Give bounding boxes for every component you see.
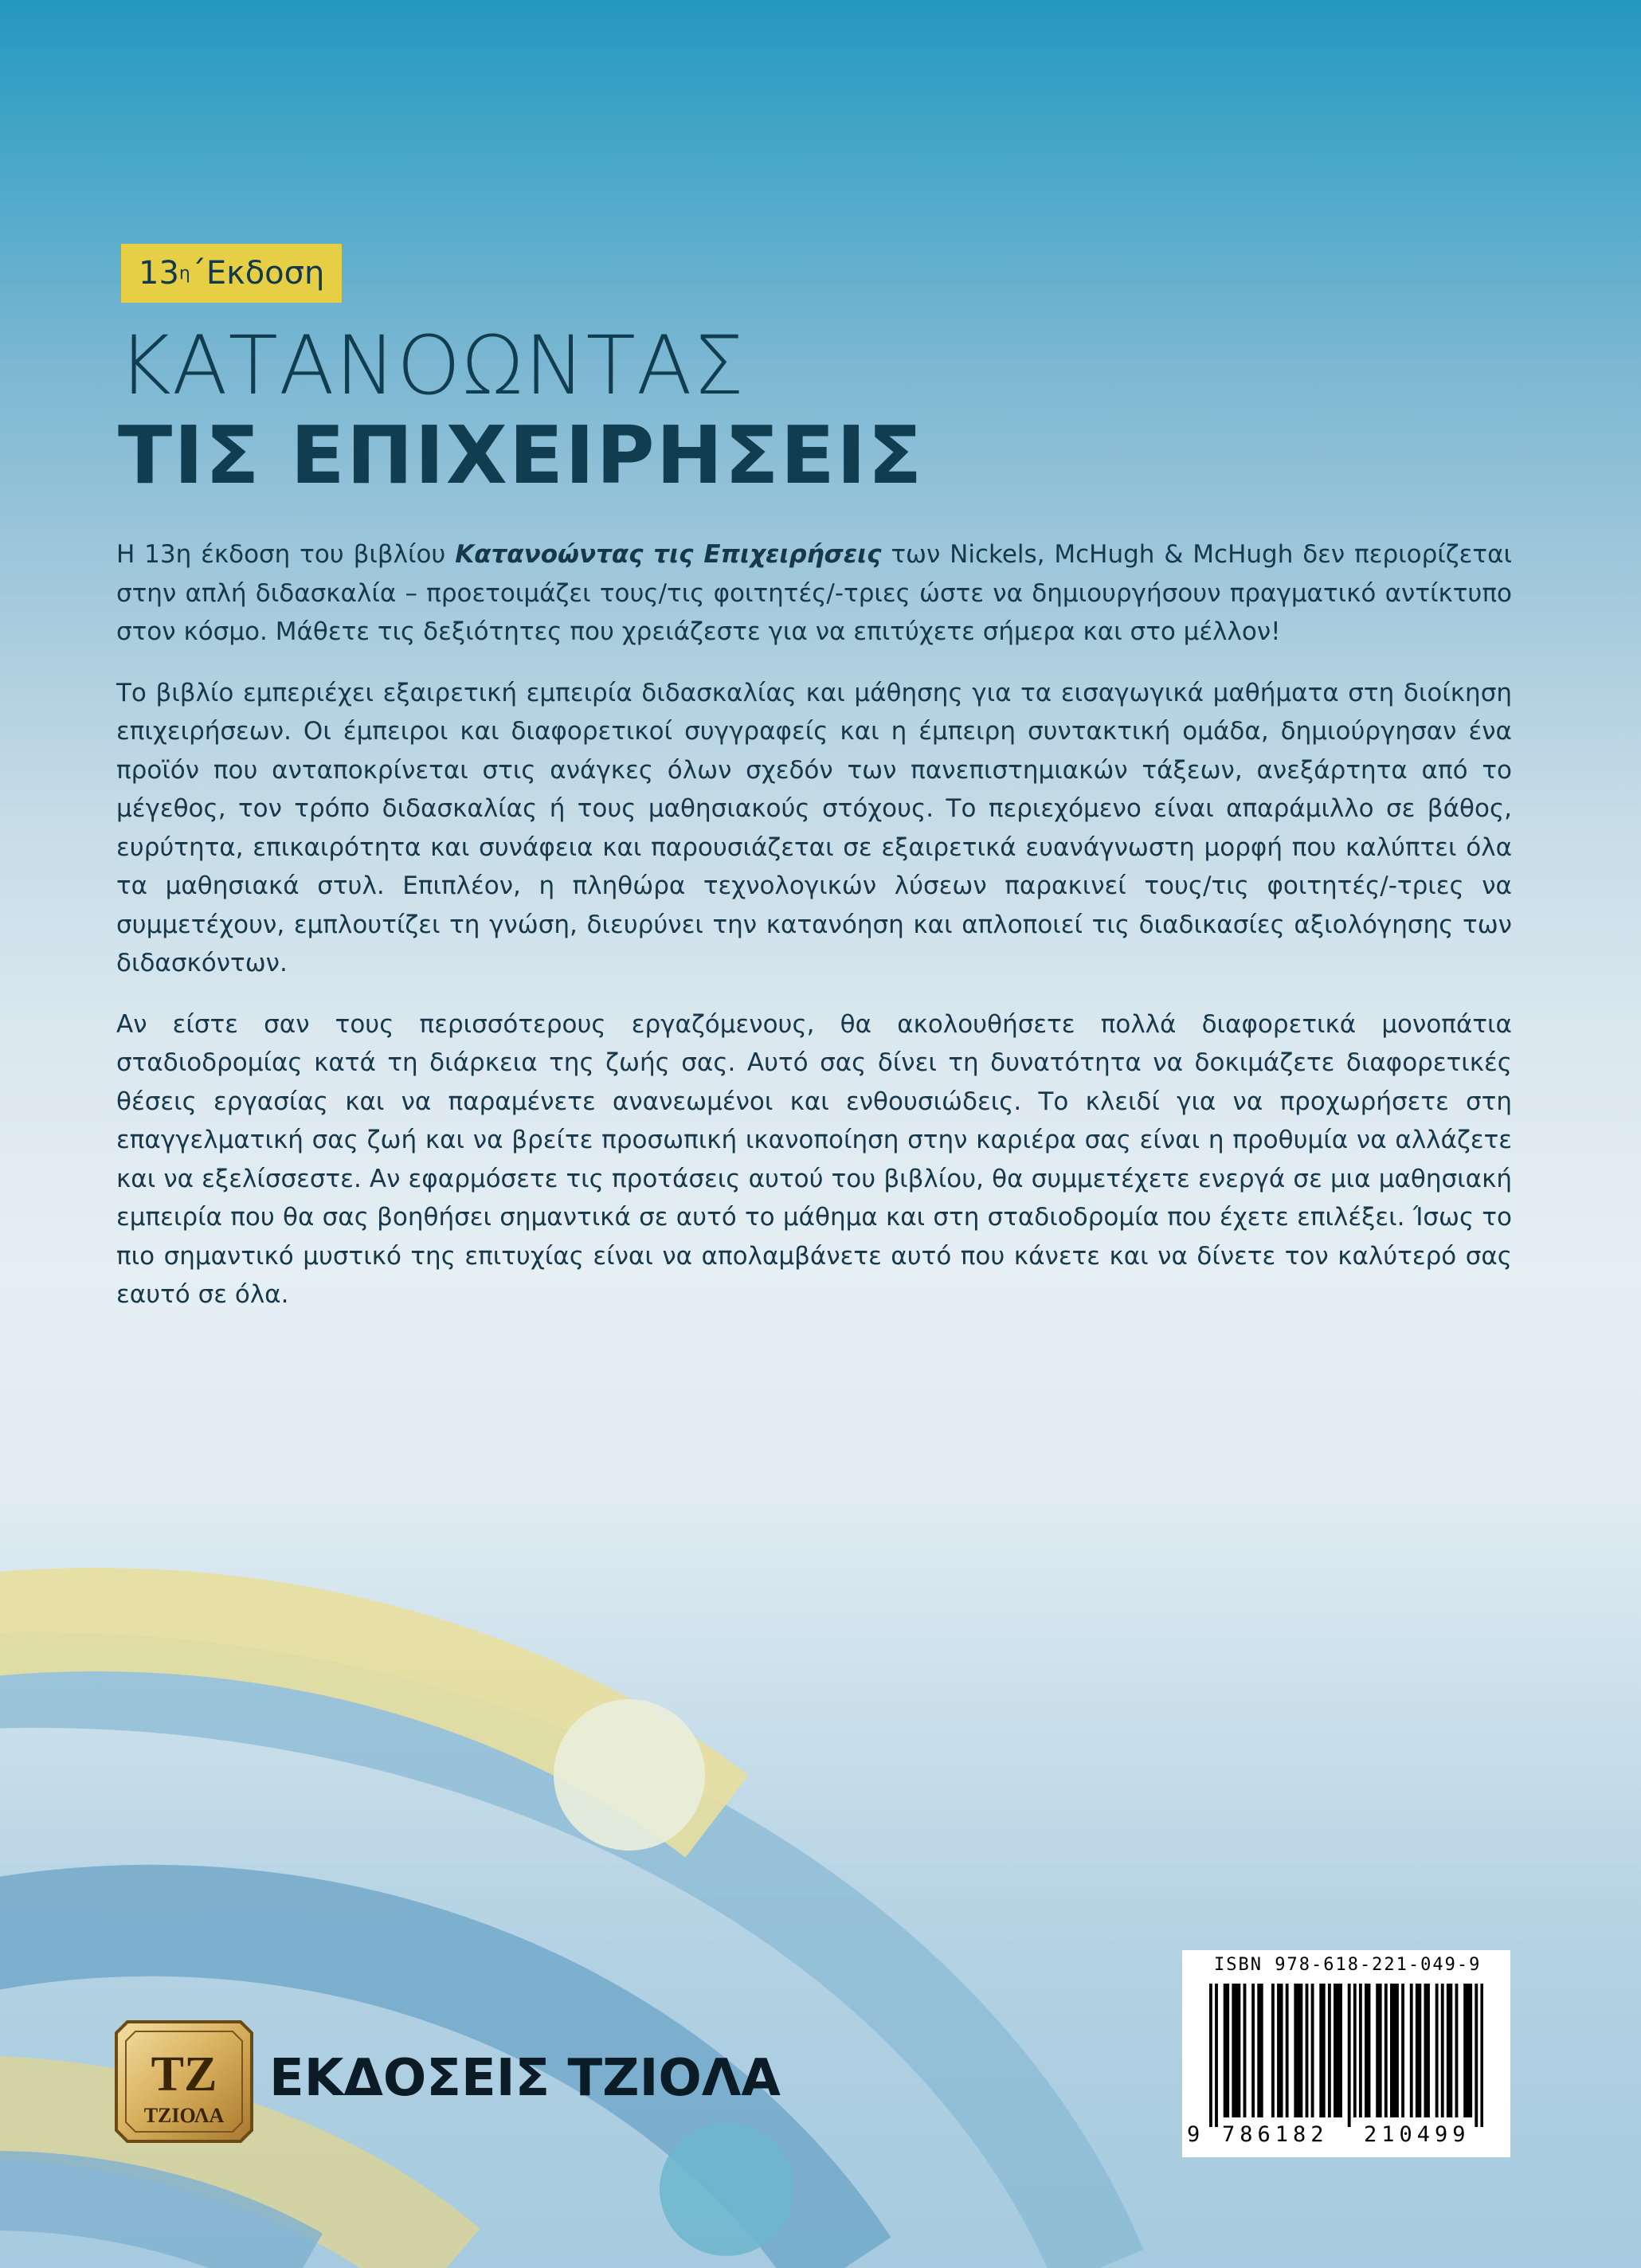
barcode-bar [1237, 1984, 1240, 2117]
barcode-bar [1416, 1984, 1419, 2117]
barcode-bar [1306, 1984, 1309, 2117]
title-line-1: ΚΑΤΑΝΟΩΝΤΑΣ [118, 319, 746, 413]
barcode-bar [1365, 1984, 1368, 2117]
barcode-digits-group2: 210499 [1364, 2122, 1471, 2147]
title-line-2: ΤΙΣ ΕΠΙΧΕΙΡΗΣΕΙΣ [118, 409, 924, 502]
barcode-bar [1251, 1984, 1255, 2117]
barcode-bar [1224, 1984, 1227, 2117]
barcode-bar [1469, 1984, 1472, 2117]
barcode-bar [1299, 1984, 1302, 2117]
barcode-bar [1455, 1984, 1459, 2117]
barcode-bar [1390, 1984, 1393, 2117]
barcode-bar [1467, 1984, 1470, 2117]
edition-sup: η [178, 263, 190, 284]
barcode-bar [1215, 1984, 1218, 2127]
p1-start: Η 13η έκδοση του βιβλίου [116, 540, 456, 569]
barcode-bar [1418, 1984, 1421, 2117]
barcode-bar [1337, 1984, 1340, 2117]
barcode-bar [1232, 1984, 1235, 2117]
p1-end: των Nickels, McHugh & McHugh δεν περιορίζεται στην απλή διδασκαλία – προετοιμάζει τους/τις φοιτητές/-τριες ώστε να δημιουργήσουν πραγματικό αντίκτυπο στον κόσμο. Μάθετε τις δεξιότητες που χρειάζεστε για να επιτύχετε σήμερα και στο μέλλον! [116, 540, 1513, 646]
barcode-bar [1277, 1984, 1280, 2117]
barcode-bar [1379, 1984, 1382, 2117]
barcode-bar [1410, 1984, 1413, 2117]
barcode-bar [1396, 1984, 1399, 2117]
description-text [116, 535, 1512, 1337]
barcode-bar [1359, 1984, 1362, 2117]
barcode-bar [1441, 1984, 1444, 2117]
barcode-digit-lead: 9 [1187, 2122, 1200, 2147]
barcode-bar [1334, 1984, 1337, 2117]
barcode-bar [1235, 1984, 1238, 2117]
barcode-bar [1353, 1984, 1357, 2117]
edition-number: 13 [139, 255, 179, 292]
barcode-bar [1393, 1984, 1396, 2117]
isbn-label: ISBN 978-618-221-049-9 [1214, 1955, 1482, 1975]
arc-inner-blue [0, 2191, 303, 2268]
barcode-bar [1260, 1984, 1263, 2117]
barcode-bar [1209, 1984, 1212, 2127]
paragraph-3: Αν είστε σαν τους περισσότερους εργαζόμενους, θα ακολουθήσετε πολλά διαφορετικά μονοπάτια σταδιοδρομίας κατά τη διάρκεια της ζωής σας. Αυτό σας δίνει τη δυνατότητα να δοκιμάζετε διαφορετικές θέσεις εργασίας και να παραμένετε ανανεωμένοι και ενθουσιώδεις. Το κλειδί για να προχωρήσετε στη επαγγελματική σας ζωή και να βρείτε προσωπική ικανοποίηση στην καριέρα σας είναι η προθυμία να αλλάζετε και να εξελίσσεστε. Αν εφαρμόσετε τις προτάσεις αυτού του βιβλίου, θα συμμετέχετε ενεργά σε μια μαθησιακή εμπειρία που θα σας βοηθήσει σημαντικά σε αυτό το μάθημα και στη σταδιοδρομία που έχετε επιλέξει. Ίσως το πιο σημαντικό μυστικό της επιτυχίας είναι να απολαμβάνετε αυτό που κάνετε και να δίνετε τον καλύτερό σας εαυτό σε όλα. [116, 1009, 1512, 1309]
barcode-bar [1271, 1984, 1275, 2117]
circle-teal [660, 2122, 793, 2256]
book-title-italic: Κατανοώντας τις Επιχειρήσεις [455, 540, 882, 569]
tziola-logo [112, 2017, 257, 2146]
barcode-bar [1463, 1984, 1467, 2117]
barcode-bar [1280, 1984, 1283, 2117]
barcode-bar [1294, 1984, 1297, 2117]
barcode-bar [1243, 1984, 1247, 2117]
barcode-bar [1449, 1984, 1452, 2117]
paragraph-1 [116, 535, 1512, 652]
barcode-bar [1368, 1984, 1371, 2117]
barcode-bar [1447, 1984, 1450, 2117]
barcode-bar [1480, 1984, 1483, 2127]
barcode-digits-group1: 786182 [1222, 2122, 1329, 2147]
publisher-name: ΕΚΔΟΣΕΙΣ ΤΖΙΟΛΑ [269, 2049, 781, 2108]
paragraph-2: Το βιβλίο εμπεριέχει εξαιρετική εμπειρία διδασκαλίας και μάθησης για τα εισαγωγικά μαθήματα στη διοίκηση επιχειρήσεων. Οι έμπειροι και διαφορετικοί συγγραφείς και η έμπειρη συντακτική ομάδα, δημιούργησαν ένα προϊόν που ανταποκρίνεται στις ανάγκες όλων σχεδόν των πανεπιστημιακών τάξεων, ανεξάρτητα από το μέγεθος, τον τρόπο διδασκαλίας ή τους μαθησιακούς στόχους. Το περιεχόμενο είναι απαράμιλλο σε βάθος, ευρύτητα, επικαιρότητα και συνάφεια και παρουσιάζεται σε εξαιρετικά ευανάγνωστη μορφή που καλύπτει όλα τα μαθησιακά στυλ. Επιπλέον, η πληθώρα τεχνολογικών λύσεων παρακινεί τους/τις φοιτητές/-τριες να συμμετέχουν, εμπλουτίζει τη γνώση, διευρύνει την κατανόηση και απλοποιεί τις διαδικασίες αξιολόγησης των διδασκόντων. [116, 678, 1512, 977]
edition-word: ΄Εκδοση [190, 255, 325, 292]
barcode-bar [1322, 1984, 1326, 2117]
barcode-bar [1339, 1984, 1342, 2117]
logo-word: ΤΖΙΟΛΑ [143, 2104, 225, 2127]
barcode-bar [1226, 1984, 1229, 2117]
barcode-bar [1424, 1984, 1428, 2117]
logo-monogram: ΤΖ [151, 2047, 217, 2102]
barcode-bar [1311, 1984, 1314, 2117]
edition-badge [121, 244, 342, 303]
barcode [1182, 1950, 1510, 2157]
barcode-bar [1376, 1984, 1379, 2117]
barcode-bars [1209, 1984, 1483, 2127]
barcode-bar [1328, 1984, 1331, 2117]
barcode-bar [1257, 1984, 1260, 2117]
barcode-bar [1297, 1984, 1300, 2117]
barcode-bar [1348, 1984, 1351, 2127]
barcode-bar [1435, 1984, 1439, 2117]
circle-light [554, 1699, 705, 1851]
barcode-bar [1401, 1984, 1404, 2117]
barcode-bar [1286, 1984, 1289, 2117]
barcode-bar [1475, 1984, 1478, 2127]
barcode-bar [1427, 1984, 1430, 2117]
barcode-bar [1384, 1984, 1388, 2117]
barcode-bar [1319, 1984, 1322, 2117]
